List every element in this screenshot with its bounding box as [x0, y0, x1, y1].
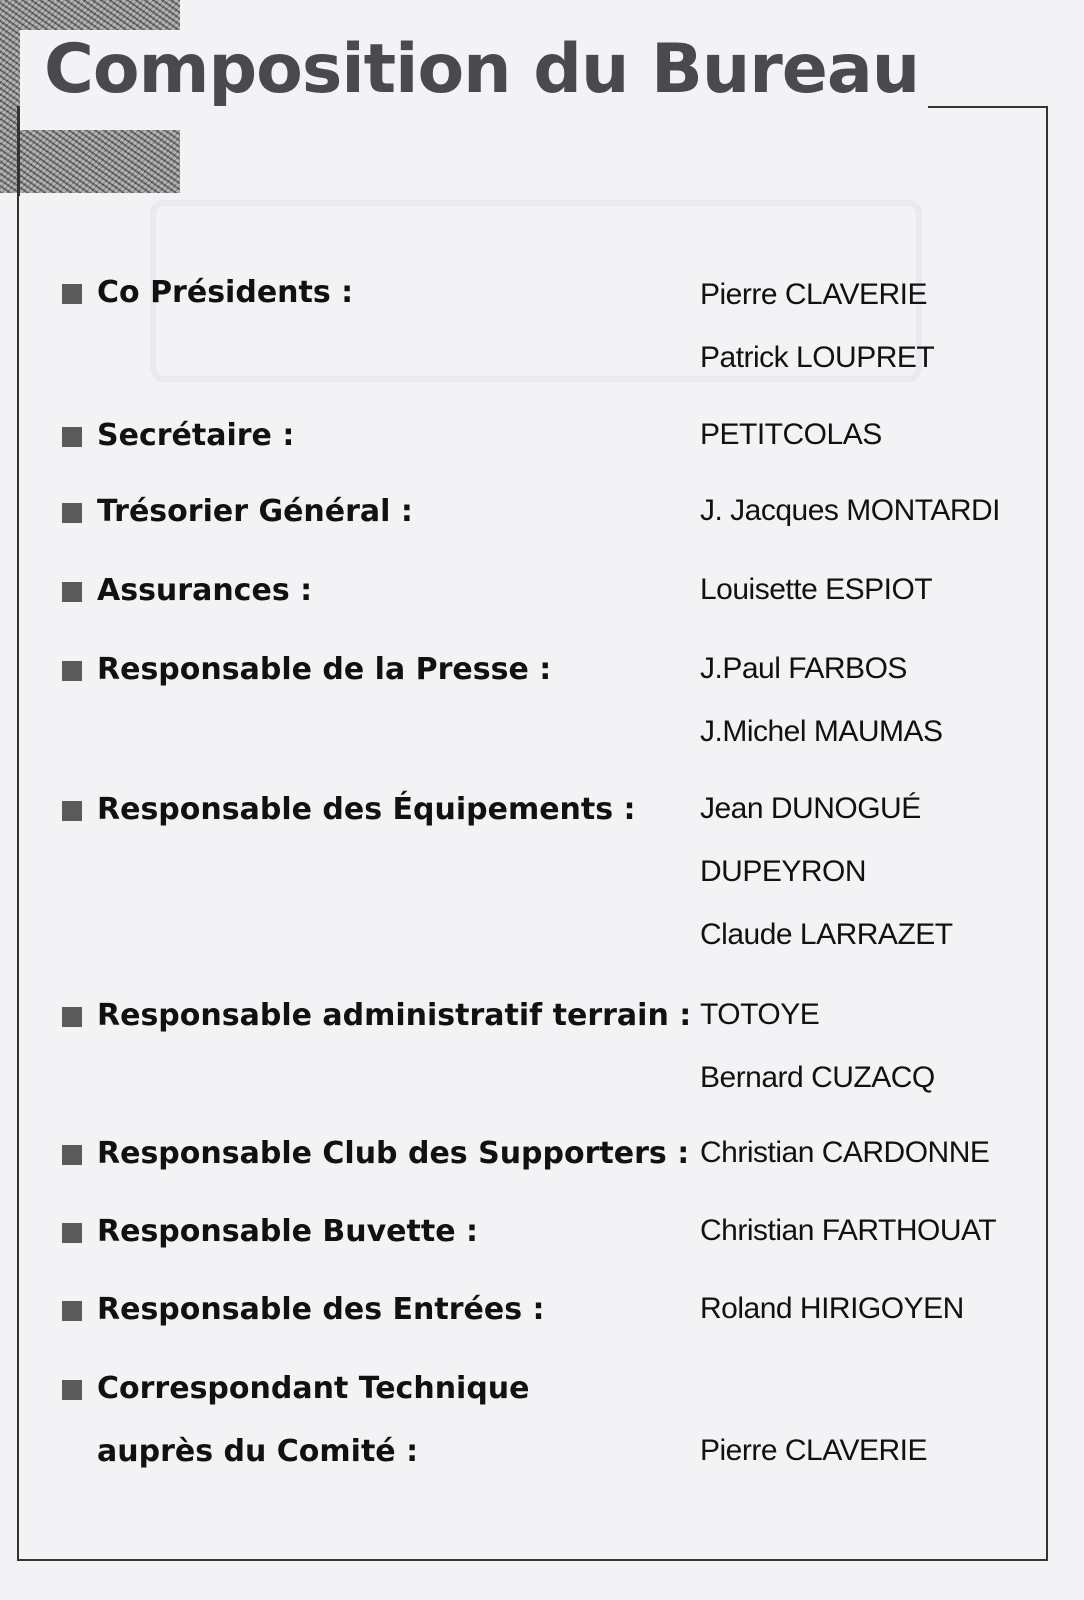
- square-bullet-icon: [62, 503, 82, 523]
- entry-name: Pierre CLAVERIE: [700, 278, 928, 311]
- entry-name: Christian FARTHOUAT: [700, 1214, 997, 1247]
- entry-name: Pierre CLAVERIE: [700, 1434, 928, 1467]
- entry-name: Bernard CUZACQ: [700, 1061, 935, 1094]
- entry-label: Correspondant Technique: [97, 1371, 530, 1406]
- entry-name: J.Paul FARBOS: [700, 652, 907, 685]
- entry-label: Secrétaire :: [97, 418, 295, 453]
- square-bullet-icon: [62, 582, 82, 602]
- entry-name: Claude LARRAZET: [700, 918, 953, 951]
- square-bullet-icon: [62, 284, 82, 304]
- square-bullet-icon: [62, 427, 82, 447]
- entry-label: Responsable des Équipements :: [97, 792, 636, 827]
- entry-name: J. Jacques MONTARDI: [700, 494, 1001, 527]
- square-bullet-icon: [62, 1380, 82, 1400]
- entry-name: DUPEYRON: [700, 855, 867, 888]
- content-frame: [17, 106, 1048, 1561]
- entry-label: Responsable de la Presse :: [97, 652, 552, 687]
- page-title: Composition du Bureau: [44, 30, 920, 109]
- entry-label-line2: auprès du Comité :: [97, 1434, 419, 1469]
- frame-corner: [17, 106, 20, 196]
- entry-label: Responsable administratif terrain :: [97, 998, 692, 1033]
- entry-label: Assurances :: [97, 573, 313, 608]
- entry-name: Louisette ESPIOT: [700, 573, 933, 606]
- entry-name: Patrick LOUPRET: [700, 341, 935, 374]
- entry-name: Jean DUNOGUÉ: [700, 792, 921, 825]
- entry-label: Responsable Buvette :: [97, 1214, 478, 1249]
- square-bullet-icon: [62, 661, 82, 681]
- entry-label: Responsable des Entrées :: [97, 1292, 545, 1327]
- square-bullet-icon: [62, 1223, 82, 1243]
- square-bullet-icon: [62, 1007, 82, 1027]
- entry-name: Roland HIRIGOYEN: [700, 1292, 964, 1325]
- entry-label: Co Présidents :: [97, 275, 354, 310]
- square-bullet-icon: [62, 1301, 82, 1321]
- entry-name: PETITCOLAS: [700, 418, 882, 451]
- entry-label: Trésorier Général :: [97, 494, 413, 529]
- square-bullet-icon: [62, 801, 82, 821]
- entry-label: Responsable Club des Supporters :: [97, 1136, 690, 1171]
- entry-name: J.Michel MAUMAS: [700, 715, 943, 748]
- entry-name: Christian CARDONNE: [700, 1136, 990, 1169]
- entry-name: TOTOYE: [700, 998, 820, 1031]
- square-bullet-icon: [62, 1145, 82, 1165]
